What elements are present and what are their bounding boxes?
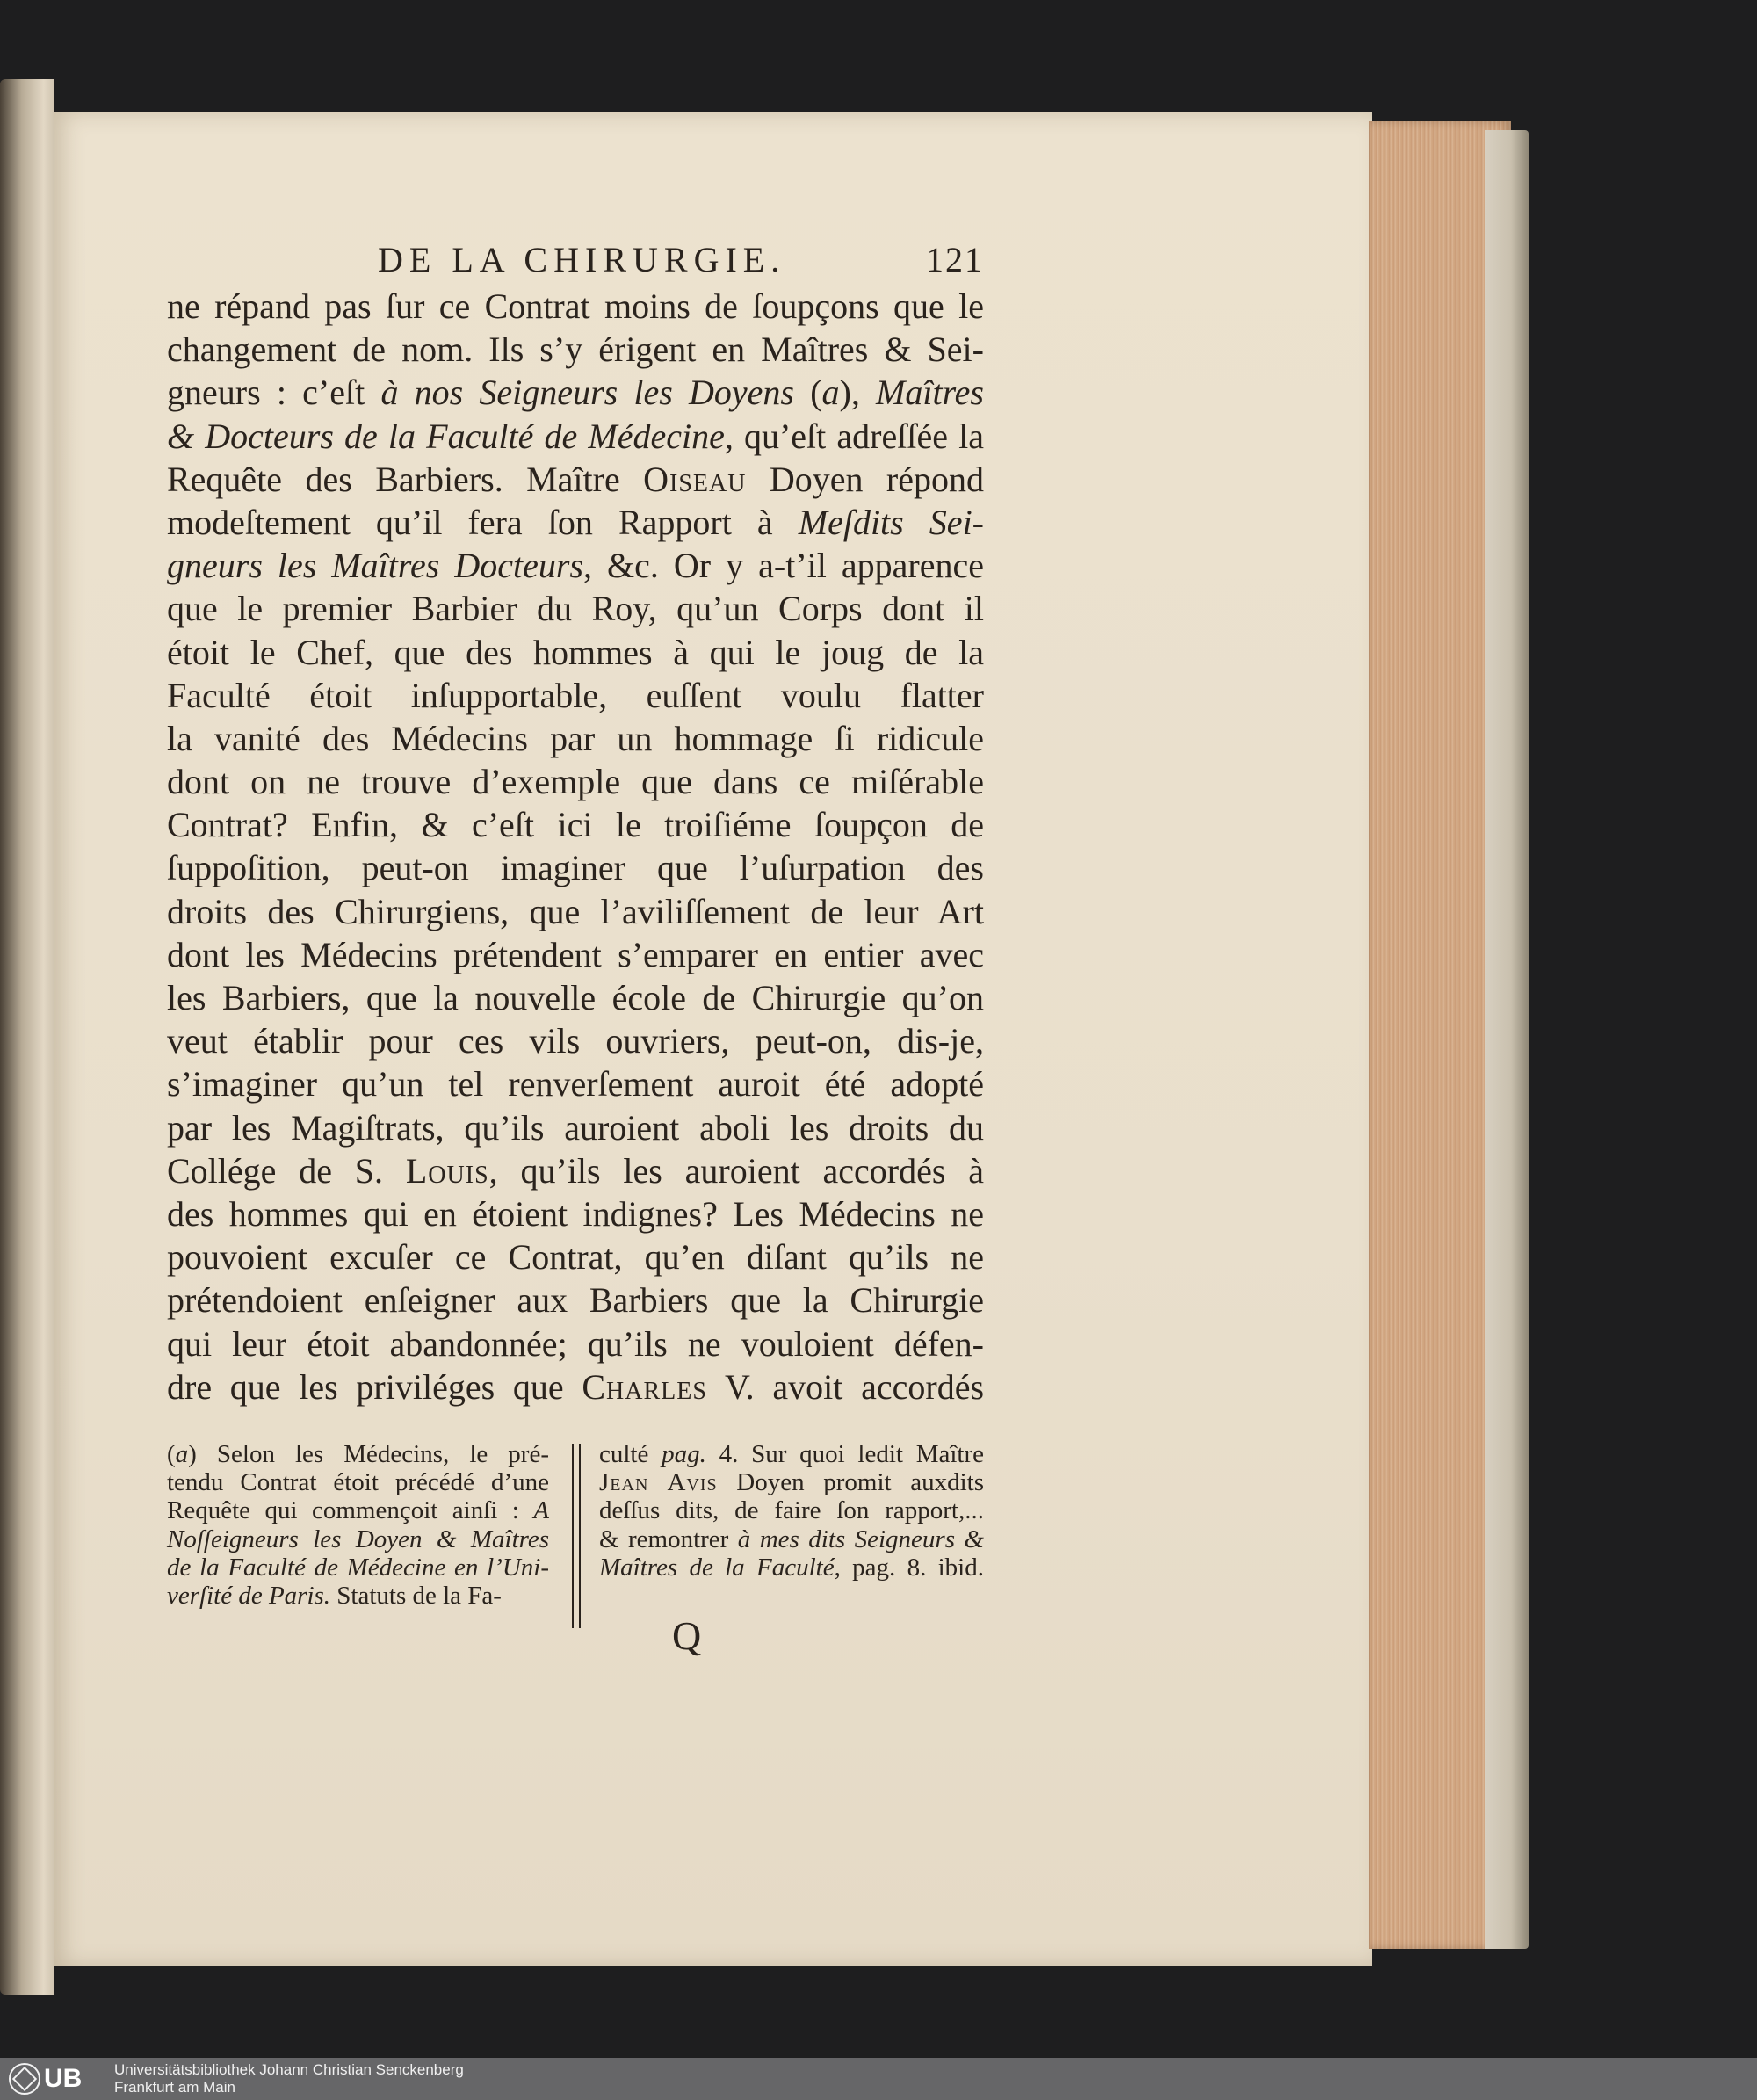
text-run: Requête qui commençoit ainſi : xyxy=(167,1496,534,1525)
text-run: la vanité des Médecins par un hommage ſi ridicule xyxy=(167,718,984,758)
text-line xyxy=(167,1019,984,1062)
text-run: a xyxy=(175,1439,189,1468)
book-cover-edge xyxy=(1485,130,1529,1949)
text-run: Statuts de la Fa- xyxy=(330,1582,502,1611)
text-line xyxy=(167,890,984,933)
text-run: ne répand pas ſur ce Contrat moins de ſoupçons que le xyxy=(167,286,984,326)
library-logo xyxy=(9,2062,105,2096)
running-head xyxy=(167,239,984,283)
text-run: Doyen promit auxdits xyxy=(717,1468,984,1497)
text-run: à mes dits Seigneurs & xyxy=(737,1524,984,1553)
text-run: de la Faculté de Médecine en l’Uni- xyxy=(167,1553,549,1582)
text-run: droits des Chirurgiens, que l’aviliſſement de leur Art xyxy=(167,891,984,931)
text-run: a xyxy=(821,373,840,413)
text-run: Charles xyxy=(582,1366,707,1407)
footnote-line xyxy=(167,1468,549,1496)
footnote-line xyxy=(599,1525,984,1553)
text-line xyxy=(167,285,984,328)
text-line xyxy=(167,717,984,760)
footnote-line xyxy=(167,1496,549,1524)
footnote-line xyxy=(599,1496,984,1524)
footnote-line xyxy=(599,1440,984,1468)
text-run: deſſus dits, de faire ſon rapport,... xyxy=(599,1496,984,1525)
text-line xyxy=(167,631,984,674)
text-run: étoit le Chef, que des hommes à qui le joug de la xyxy=(167,632,984,672)
text-run: & remontrer xyxy=(599,1524,738,1553)
text-run: ), xyxy=(839,373,877,413)
footnotes xyxy=(167,1440,984,1642)
text-run: dont les Médecins prétendent s’emparer en entier avec xyxy=(167,934,984,974)
text-run: des hommes qui en étoient indignes? Les Médecins ne xyxy=(167,1193,984,1234)
text-run: , qu’ils les auroient accordés à xyxy=(488,1150,984,1191)
text-run: dont on ne trouve d’exemple que dans ce miſérable xyxy=(167,762,984,802)
text-run: changement de nom. Ils s’y érigent en Maîtres & Sei- xyxy=(167,329,984,370)
text-run: modeſtement qu’il fera ſon Rapport à xyxy=(167,502,799,542)
text-run: pag. xyxy=(662,1439,706,1468)
text-run: tendu Contrat étoit précédé d’une xyxy=(167,1468,549,1497)
text-run: ) Selon les Médecins, le pré- xyxy=(188,1439,549,1468)
text-line xyxy=(167,1365,984,1408)
text-run: par les Magiſtrats, qu’ils auroient aboli les droits du xyxy=(167,1107,984,1148)
text-run: que le premier Barbier du Roy, qu’un Corps dont il xyxy=(167,589,984,629)
footnote-line xyxy=(599,1553,984,1582)
body-text xyxy=(167,285,984,1408)
text-run: Maîtres xyxy=(876,373,984,413)
text-run: & Docteurs de la Faculté de Médecine, xyxy=(167,416,734,456)
text-run: 4. Sur quoi ledit Maître xyxy=(705,1439,985,1468)
text-line xyxy=(167,1192,984,1235)
text-run: à nos Seigneurs les Doyens xyxy=(380,373,794,413)
text-line xyxy=(167,1062,984,1105)
text-run: Meſdits Sei- xyxy=(798,502,984,542)
text-run: Oiseau xyxy=(643,459,747,499)
text-run: V. avoit accordés xyxy=(706,1366,985,1407)
text-line xyxy=(167,846,984,889)
text-run: Requête des Barbiers. Maître xyxy=(167,459,644,499)
text-line xyxy=(167,933,984,976)
text-line xyxy=(167,1106,984,1149)
footnote-left-column xyxy=(167,1440,549,1611)
text-run: , &c. Or y a-t’il apparence xyxy=(582,546,984,586)
text-line xyxy=(167,1149,984,1192)
text-line xyxy=(167,458,984,501)
text-line xyxy=(167,1278,984,1322)
text-run: dre que les priviléges que xyxy=(167,1366,582,1407)
text-line xyxy=(167,328,984,371)
text-line xyxy=(167,1235,984,1278)
text-line xyxy=(167,1322,984,1365)
footnote-line xyxy=(167,1440,549,1468)
footnote-column-divider xyxy=(572,1444,581,1628)
running-title: DE LA CHIRURGIE. xyxy=(378,240,786,279)
text-line xyxy=(167,501,984,544)
institution-city: Frankfurt am Main xyxy=(114,2079,235,2096)
previous-page-edge xyxy=(0,79,54,1995)
text-run: gneurs : c’eſt xyxy=(167,373,381,413)
text-run: les Barbiers, que la nouvelle école de Chirurgie qu’on xyxy=(167,978,984,1017)
signature-mark: Q xyxy=(672,1613,702,1658)
page-number: 121 xyxy=(926,240,984,279)
text-run: ( xyxy=(793,373,822,413)
text-run: pouvoient excuſer ce Contrat, qu’en diſant qu’ils ne xyxy=(167,1237,984,1278)
text-run: Louis xyxy=(405,1150,489,1191)
text-run: Maîtres de la Faculté xyxy=(599,1553,835,1582)
text-line xyxy=(167,371,984,414)
text-line xyxy=(167,544,984,587)
text-line xyxy=(167,587,984,630)
footnote-line xyxy=(167,1553,549,1582)
text-line xyxy=(167,674,984,717)
text-run: veut établir pour ces vils ouvriers, peut-on, dis-je, xyxy=(167,1021,984,1061)
footnote-line xyxy=(167,1525,549,1553)
text-run: Noſſeigneurs les Doyen & Maîtres xyxy=(167,1524,549,1553)
text-run: culté xyxy=(599,1439,662,1468)
text-line xyxy=(167,976,984,1019)
text-line xyxy=(167,760,984,803)
text-run: Contrat? Enfin, & c’eſt ici le troiſiéme ſoupçon de xyxy=(167,805,984,845)
text-run: verſité de Paris. xyxy=(167,1582,331,1611)
footnote-right-column xyxy=(599,1440,984,1582)
library-emblem-icon xyxy=(9,2063,40,2095)
text-run: ſuppoſition, peut-on imaginer que l’uſurpation des xyxy=(167,848,984,888)
text-run: , pag. 8. ibid. xyxy=(834,1553,984,1582)
text-run: A xyxy=(533,1496,549,1525)
footnote-line xyxy=(599,1468,984,1496)
text-line xyxy=(167,803,984,846)
text-run: Jean Avis xyxy=(599,1468,718,1497)
text-run: Collége de S. xyxy=(167,1150,406,1191)
text-run: prétendoient enſeigner aux Barbiers que la Chirurgie xyxy=(167,1280,984,1321)
page-content xyxy=(167,239,984,1642)
footnote-line xyxy=(167,1582,549,1610)
text-run: Doyen répond xyxy=(746,459,984,499)
text-line xyxy=(167,415,984,458)
text-run: Faculté étoit inſupportable, euſſent voulu flatter xyxy=(167,675,984,715)
footer-credit xyxy=(114,2061,464,2096)
text-run: gneurs les Maîtres Docteurs xyxy=(167,546,583,586)
text-run: ( xyxy=(167,1439,176,1468)
text-run: qu’eſt adreſſée la xyxy=(733,416,984,456)
text-run: qui leur étoit abandonnée; qu’ils ne vouloient défen- xyxy=(167,1323,984,1364)
text-run: s’imaginer qu’un tel renverſement auroit été adopté xyxy=(167,1064,984,1104)
library-logo-text: UB xyxy=(44,2064,83,2093)
footer-bar xyxy=(0,2058,1757,2100)
institution-name: Universitätsbibliothek Johann Christian Senckenberg xyxy=(114,2061,464,2078)
